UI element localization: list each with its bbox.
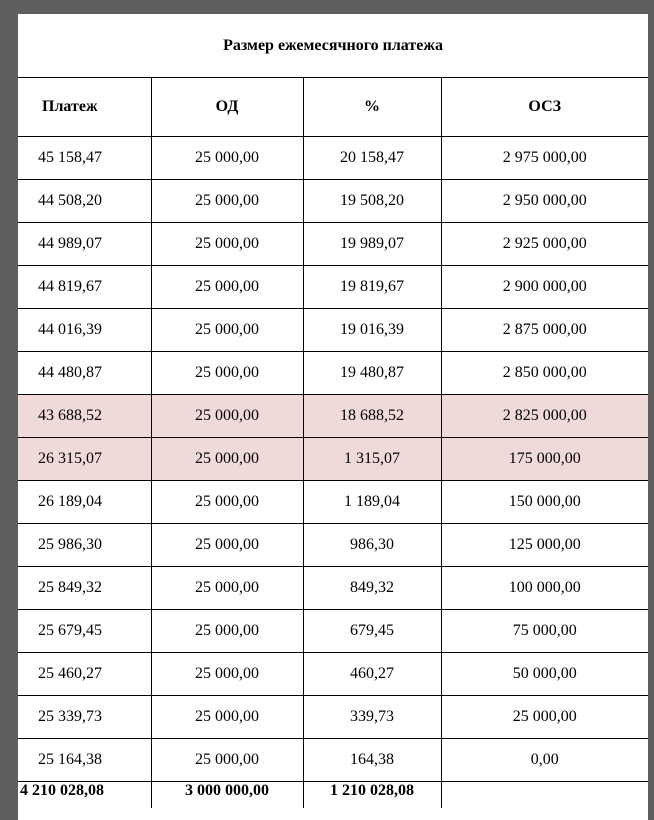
principal-cell: 25 000,00 [151, 524, 303, 567]
principal-cell: 25 000,00 [151, 653, 303, 696]
column-header-principal: ОД [151, 78, 303, 137]
balance-cell: 2 950 000,00 [441, 180, 648, 223]
interest-cell: 19 016,39 [303, 309, 441, 352]
table-row [18, 180, 648, 223]
interest-cell: 19 989,07 [303, 223, 441, 266]
principal-cell: 25 000,00 [151, 567, 303, 610]
totals-row [18, 782, 648, 809]
table-row [18, 438, 648, 481]
balance-cell: 2 975 000,00 [441, 137, 648, 180]
payment-cell: 44 508,20 [18, 180, 151, 223]
payment-schedule-table [18, 14, 648, 808]
column-header-balance: ОСЗ [441, 78, 648, 137]
interest-cell: 1 189,04 [303, 481, 441, 524]
payment-cell: 26 189,04 [18, 481, 151, 524]
balance-cell: 25 000,00 [441, 696, 648, 739]
balance-cell: 0,00 [441, 739, 648, 782]
principal-cell: 25 000,00 [151, 696, 303, 739]
balance-cell: 2 900 000,00 [441, 266, 648, 309]
balance-cell: 2 825 000,00 [441, 395, 648, 438]
principal-cell: 25 000,00 [151, 481, 303, 524]
interest-cell: 1 315,07 [303, 438, 441, 481]
principal-cell: 25 000,00 [151, 266, 303, 309]
table-row [18, 223, 648, 266]
payment-cell: 44 016,39 [18, 309, 151, 352]
principal-cell: 25 000,00 [151, 395, 303, 438]
principal-cell: 25 000,00 [151, 137, 303, 180]
interest-cell: 986,30 [303, 524, 441, 567]
balance-cell: 2 875 000,00 [441, 309, 648, 352]
interest-cell: 849,32 [303, 567, 441, 610]
balance-cell: 2 850 000,00 [441, 352, 648, 395]
interest-cell: 19 819,67 [303, 266, 441, 309]
table-row [18, 352, 648, 395]
total-payment-cell: 4 210 028,08 [18, 782, 151, 809]
column-header-interest: % [303, 78, 441, 137]
table-row [18, 524, 648, 567]
balance-cell: 100 000,00 [441, 567, 648, 610]
payment-cell: 25 164,38 [18, 739, 151, 782]
table-row [18, 137, 648, 180]
payment-cell: 25 849,32 [18, 567, 151, 610]
principal-cell: 25 000,00 [151, 739, 303, 782]
payment-cell: 44 480,87 [18, 352, 151, 395]
balance-cell: 2 925 000,00 [441, 223, 648, 266]
payment-cell: 26 315,07 [18, 438, 151, 481]
table-row [18, 567, 648, 610]
principal-cell: 25 000,00 [151, 610, 303, 653]
interest-cell: 19 480,87 [303, 352, 441, 395]
balance-cell: 50 000,00 [441, 653, 648, 696]
table-row [18, 739, 648, 782]
payment-cell: 25 986,30 [18, 524, 151, 567]
total-balance-cell [441, 782, 648, 809]
interest-cell: 679,45 [303, 610, 441, 653]
table-row [18, 653, 648, 696]
principal-cell: 25 000,00 [151, 180, 303, 223]
balance-cell: 75 000,00 [441, 610, 648, 653]
principal-cell: 25 000,00 [151, 438, 303, 481]
payment-cell: 43 688,52 [18, 395, 151, 438]
total-principal-cell: 3 000 000,00 [151, 782, 303, 809]
payment-cell: 45 158,47 [18, 137, 151, 180]
principal-cell: 25 000,00 [151, 352, 303, 395]
total-interest-cell: 1 210 028,08 [303, 782, 441, 809]
table-row [18, 696, 648, 739]
table-row [18, 266, 648, 309]
interest-cell: 460,27 [303, 653, 441, 696]
payment-cell: 25 460,27 [18, 653, 151, 696]
table-title: Размер ежемесячного платежа [18, 14, 648, 78]
table-row [18, 481, 648, 524]
document-page [18, 14, 648, 820]
payment-cell: 44 819,67 [18, 266, 151, 309]
balance-cell: 175 000,00 [441, 438, 648, 481]
balance-cell: 125 000,00 [441, 524, 648, 567]
table-row [18, 395, 648, 438]
principal-cell: 25 000,00 [151, 309, 303, 352]
balance-cell: 150 000,00 [441, 481, 648, 524]
header-row [18, 78, 648, 137]
payment-cell: 25 679,45 [18, 610, 151, 653]
payment-cell: 44 989,07 [18, 223, 151, 266]
interest-cell: 19 508,20 [303, 180, 441, 223]
table-row [18, 610, 648, 653]
interest-cell: 164,38 [303, 739, 441, 782]
interest-cell: 339,73 [303, 696, 441, 739]
interest-cell: 18 688,52 [303, 395, 441, 438]
interest-cell: 20 158,47 [303, 137, 441, 180]
payment-cell: 25 339,73 [18, 696, 151, 739]
principal-cell: 25 000,00 [151, 223, 303, 266]
column-header-payment: Платеж [18, 78, 151, 137]
table-row [18, 309, 648, 352]
